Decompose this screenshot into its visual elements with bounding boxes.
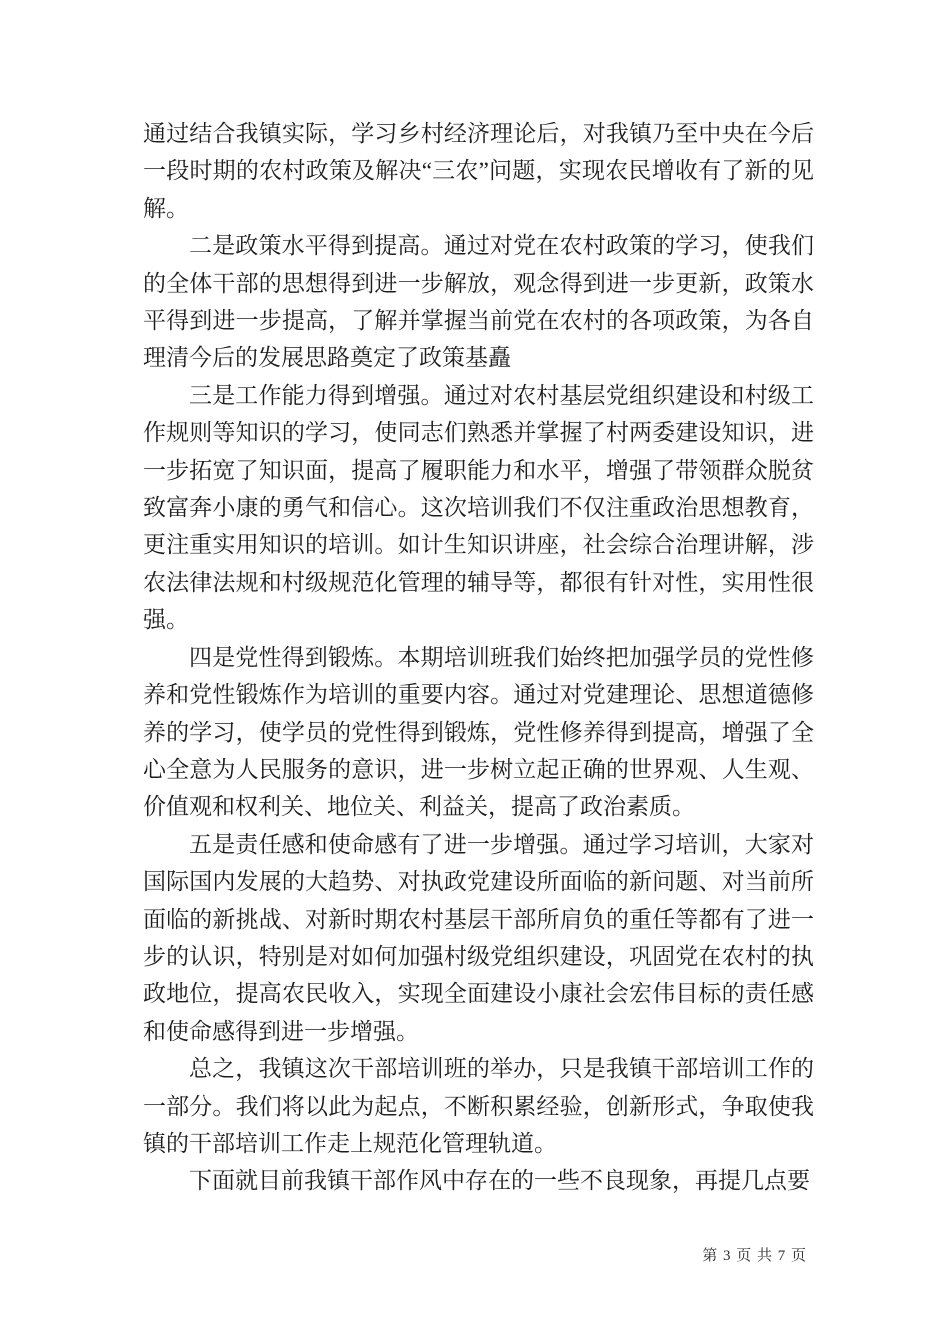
page-number-label: 第 3 页 共 7 页 — [702, 1248, 807, 1264]
paragraph: 下面就目前我镇干部作风中存在的一些不良现象，再提几点要 — [189, 1168, 810, 1194]
paragraph: 总之，我镇这次干部培训班的举办，只是我镇干部培训工作的一部分。我们将以此为起点，不断积累经验，创新形式，争取使我镇的干部培训工作走上规范化管理轨道。 — [143, 1056, 814, 1156]
paragraph: 通过结合我镇实际，学习乡村经济理论后，对我镇乃至中央在今后一段时期的农村政策及解决“三农”问题，实现农民增收有了新的见解。 — [143, 121, 814, 221]
paragraph: 二是政策水平得到提高。通过对党在农村政策的学习，使我们的全体干部的思想得到进一步解放，观念得到进一步更新，政策水平得到进一步提高，了解并掌握当前党在农村的各项政策，为各自理清今后的发展思路奠定了政策基矗 — [143, 233, 814, 371]
paragraph: 三是工作能力得到增强。通过对农村基层党组织建设和村级工作规则等知识的学习，使同志们熟悉并掌握了村两委建设知识，进一步拓宽了知识面，提高了履职能力和水平，增强了带领群众脱贫致富奔小康的勇气和信心。这次培训我们不仅注重政治思想教育，更注重实用知识的培训。如计生知识讲座，社会综合治理讲解，涉农法律法规和村级规范化管理的辅导等，都很有针对性，实用性很强。 — [143, 382, 814, 633]
paragraph: 四是党性得到锻炼。本期培训班我们始终把加强学员的党性修养和党性锻炼作为培训的重要内容。通过对党建理论、思想道德修养的学习，使学员的党性得到锻炼，党性修养得到提高，增强了全心全意为人民服务的意识，进一步树立起正确的世界观、人生观、价值观和权利关、地位关、利益关，提高了政治素质。 — [143, 644, 814, 820]
paragraph: 五是责任感和使命感有了进一步增强。通过学习培训，大家对国际国内发展的大趋势、对执政党建设所面临的新问题、对当前所面临的新挑战、对新时期农村基层干部所肩负的重任等都有了进一步的认识，特别是对如何加强村级党组织建设，巩固党在农村的执政地位，提高农民收入，实现全面建设小康社会宏伟目标的责任感和使命感得到进一步增强。 — [143, 831, 814, 1044]
page-body-text — [143, 115, 814, 1200]
page-footer — [702, 1246, 807, 1266]
